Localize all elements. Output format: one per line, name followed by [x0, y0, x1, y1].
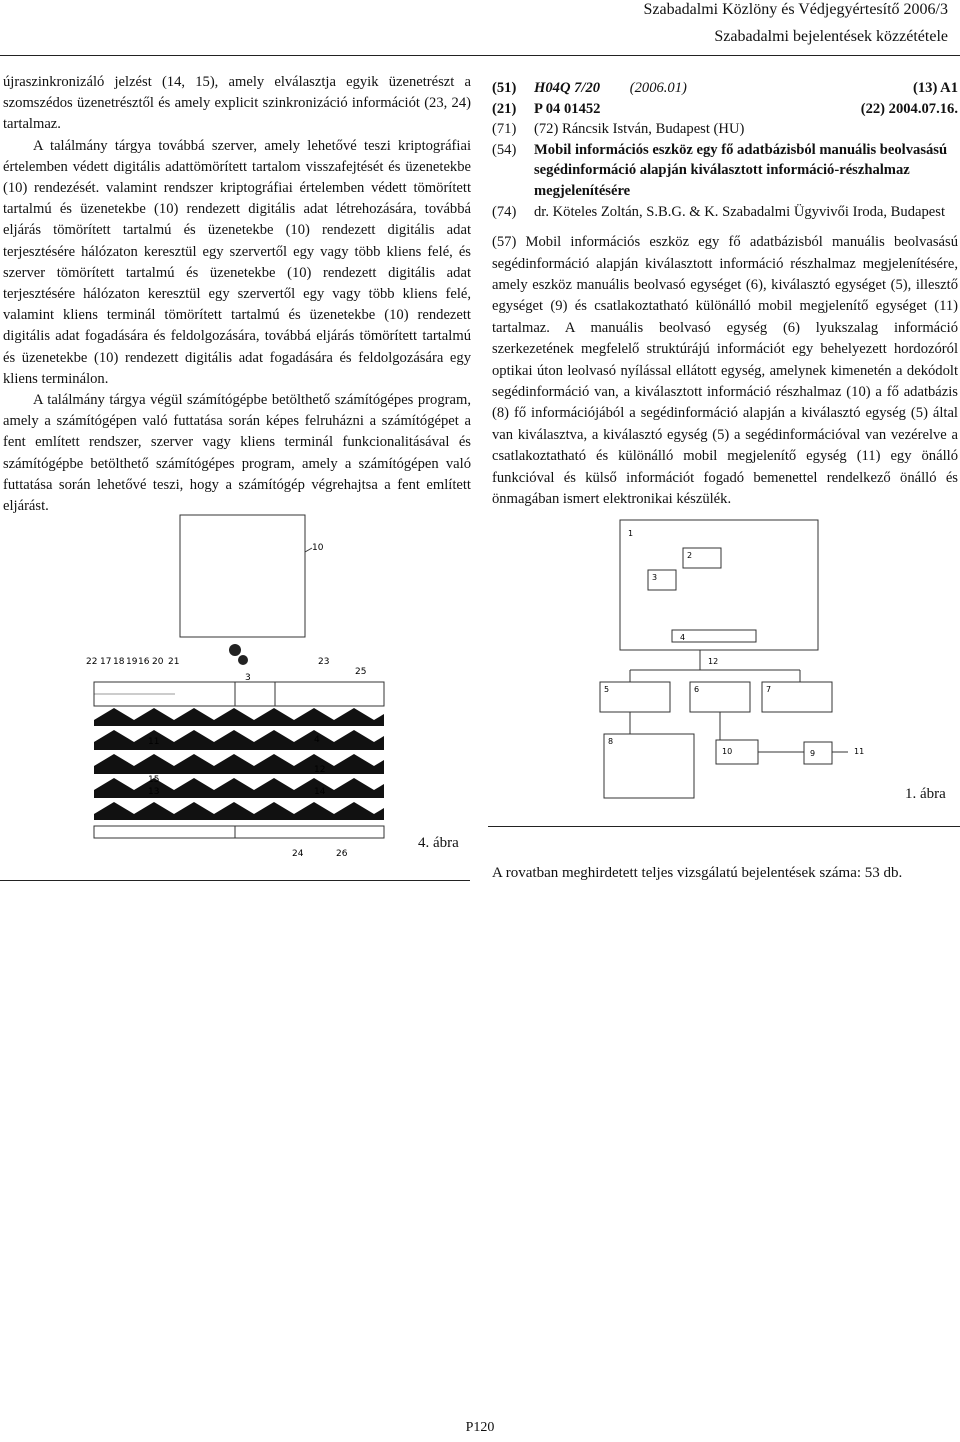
- journal-title: Szabadalmi Közlöny és Védjegyértesítő 2006/3: [643, 1, 948, 18]
- fig4-label-25: 25: [355, 667, 367, 677]
- fig1-label-3: 3: [652, 573, 658, 582]
- fig1-label-9: 9: [810, 749, 816, 758]
- fig4-label-17: 17: [100, 657, 112, 667]
- paragraph-2: A találmány tárgya továbbá szerver, amely lehetővé teszi kriptográfiai értelemben védett digitális adattömörített tartalom visszafejtését és üzenetekbe (10) rendezését. valamint rendszer kriptográfiai értelemben védett tömörített tartalmú és üzenetekbe (10) rendezett digitális adat létrehozására, továbbá eljárás tömörített tartalmú és üzenetekbe (10) rendezett digitális adat terjesztésére hálózaton keresztül egy szervertől egy vagy több kliens felé, és szerver tömörített tartalmú és üzenetekbe (10) rendezett digitális adat terjesztésére hálózaton keresztül egy szervertől egy vagy több kliens felé, valamint kliens terminál tömörített tartalmú és üzenetekbe (10) rendezett digitális adat fogadására és feldolgozására, továbbá eljárás tömörített tartalmú és üzenetekbe (10) rendezett digitális adat fogadására és feldolgozására egy kliens terminálon.: [3, 137, 471, 387]
- paragraph-1: újraszinkronizáló jelzést (14, 15), amely elválasztja egyik üzenetrészt a szomszédos üzenetrésztől és amely explicit szinkronizáció információt (23, 24) tartalmaz.: [3, 74, 471, 133]
- right-column: [492, 78, 958, 510]
- fig1-label-4: 4: [680, 633, 686, 642]
- figure-1-caption: 1. ábra: [905, 786, 946, 802]
- fig4-label-13: 13: [148, 787, 160, 797]
- fig4-label-23: 23: [318, 657, 330, 667]
- field-51: [492, 78, 958, 99]
- figure-1: [590, 512, 900, 802]
- field-21-code: (21): [492, 100, 517, 117]
- field-74: [492, 202, 958, 223]
- fig1-label-11: 11: [854, 747, 865, 756]
- fig1-label-2: 2: [687, 551, 693, 560]
- fig4-label-16: 16: [138, 657, 150, 667]
- fig4-label-11: 11: [148, 737, 160, 747]
- fig4-label-10: 10: [312, 543, 324, 553]
- ipc-class: H04Q 7/20: [534, 80, 601, 96]
- fig1-label-5: 5: [604, 685, 610, 694]
- fig1-label-10: 10: [722, 747, 733, 756]
- application-number: P 04 01452: [534, 100, 601, 117]
- figure-4-caption: 4. ábra: [418, 835, 459, 851]
- fig4-label-26: 26: [336, 849, 348, 859]
- fig4-label-15: 15: [148, 775, 160, 785]
- field-54-code: (54): [492, 141, 517, 158]
- fig4-label-20: 20: [152, 657, 164, 667]
- left-bottom-divider: [0, 880, 470, 881]
- fig1-label-8: 8: [608, 737, 614, 746]
- fig1-label-12: 12: [708, 657, 719, 666]
- section-title: Szabadalmi bejelentések közzététele: [714, 28, 948, 45]
- field-54: [492, 140, 958, 202]
- right-divider: [488, 826, 960, 827]
- fig4-label-21: 21: [168, 657, 180, 667]
- left-column: [3, 72, 471, 517]
- page-number: P120: [465, 1420, 495, 1435]
- field-21: [492, 99, 958, 120]
- fig1-label-7: 7: [766, 685, 772, 694]
- fig4-label-19: 19: [126, 657, 138, 667]
- field-51-code: (51): [492, 80, 517, 96]
- fig4-label-18: 18: [113, 657, 125, 667]
- fig4-label-14: 14: [314, 787, 326, 797]
- fig1-label-6: 6: [694, 685, 700, 694]
- attorney: dr. Köteles Zoltán, S.B.G. & K. Szabadalmi Ügyvivői Iroda, Budapest: [534, 203, 945, 220]
- fig4-label-3: 3: [245, 673, 251, 683]
- paragraph-3: A találmány tárgya végül számítógépbe betölthető számítógépes program, amely a számítógépen való futtatása során képes felruházni a számítógépet a fent említett rendszer, szerver vagy kliens terminál funkcionalitásával és számítógépbe betölthető számítógépes program, amely a számítógépen való futtatása során lehetővé teszi, hogy a számítógép végrehajtsa a fent említett eljárást.: [3, 392, 471, 515]
- fig4-label-4: 4: [314, 735, 320, 745]
- field-71-code: (71): [492, 121, 517, 138]
- field-13: (13) A1: [913, 80, 958, 96]
- abstract: (57) Mobil információs eszköz egy fő adatbázisból manuális beolvasású segédinformáció alapján kiválasztott információ részhalmaz megjelenítésére, amely eszköz manuális beolvasó egységet (6), kiválasztó egységet (5), illesztő egységet (9) és csatlakoztatható különálló mobil megjelenítő egységet (11) tartalmaz. A manuális beolvasó egység (6) lyukszalag információ szerkezetének megfelelő struktúrájú információt egy behelyezett hordozóról optikai úton leolvasó nyílással ellátott egység, amelynek kimenetén a dekódolt segédinformáció van, a kiválasztott információ részhalmaz (10) a fő adatbázis (8) fő információjából a segédinformáció alapján a kiválasztó egység (5) által van kiválasztva, a kiválasztó egység (5) a segédinformációval van vezérelve a csatlakoztatható és különálló mobil megjelenítő egység (11) egy önálló funkcióval és külső információt fogadó bemenettel rendelkező önálló és önmagában ismert elektronikai készülék.: [492, 234, 958, 508]
- summary-line: A rovatban meghirdetett teljes vizsgálatú bejelentések száma: 53 db.: [492, 865, 903, 881]
- fig4-label-22: 22: [86, 657, 98, 667]
- fig1-label-1: 1: [628, 529, 634, 538]
- fig4-label-24: 24: [292, 849, 304, 859]
- header-divider: [0, 55, 960, 56]
- fig4-label-12: 12: [314, 765, 326, 775]
- ipc-date: (2006.01): [629, 80, 687, 96]
- invention-title: Mobil információs eszköz egy fő adatbázisból manuális beolvasású segédinformáció alapján kiválasztott információ-részhalmaz megjelenítésére: [534, 141, 948, 199]
- figure-4: [80, 510, 420, 865]
- applicant: (72) Ráncsik István, Budapest (HU): [534, 121, 745, 138]
- field-22: (22) 2004.07.16.: [860, 100, 958, 117]
- field-74-code: (74): [492, 203, 517, 220]
- field-71: [492, 119, 958, 140]
